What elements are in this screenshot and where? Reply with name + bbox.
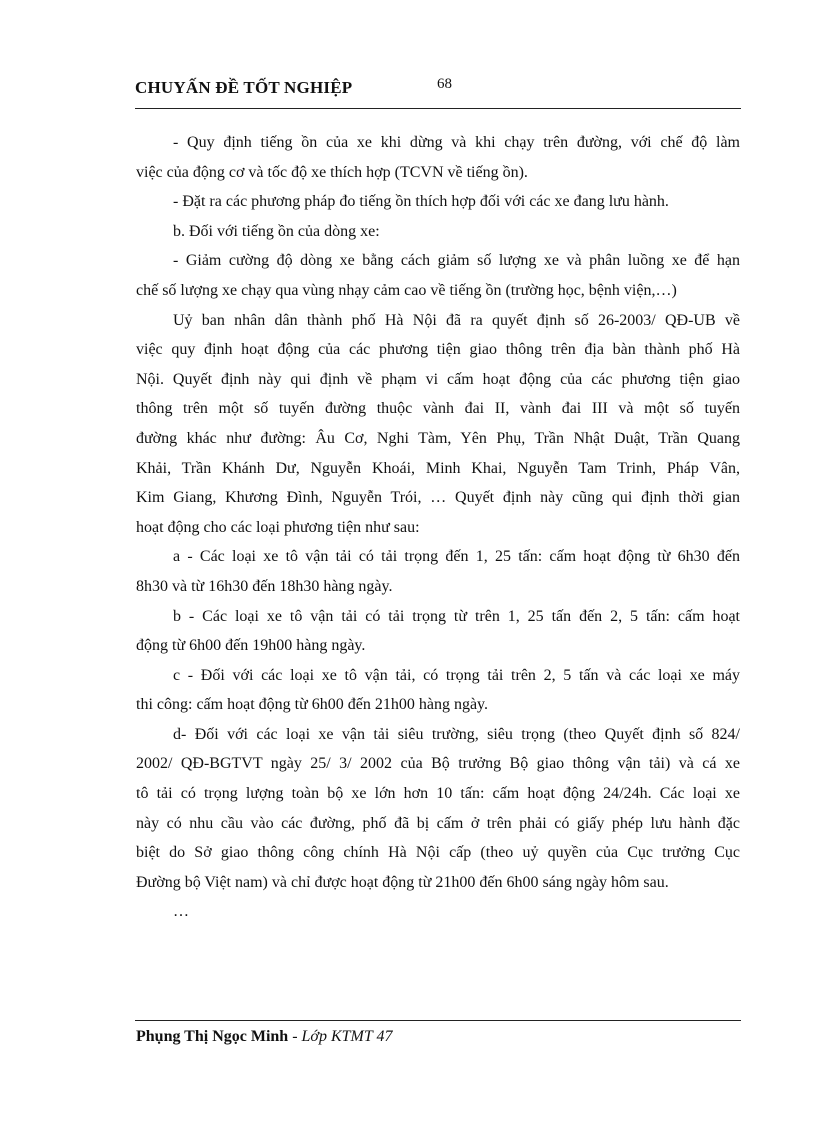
text-line: - Đặt ra các phương pháp đo tiếng ồn thích hợp đối với các xe đang lưu hành. [173,193,669,211]
text-line: động từ 6h00 đến 19h00 hàng ngày. [136,637,366,655]
text-line: tô tải có trọng lượng toàn bộ xe lớn hơn 10 tấn: cấm hoạt động 24/24h. Các loại xe [136,785,740,803]
text-line: - Quy định tiếng ồn của xe khi dừng và khi chạy trên đường, với chế độ làm [173,134,740,151]
text-line: Kim Giang, Khương Đình, Nguyễn Trói, … Quyết định này cũng qui định thời gian [136,489,740,507]
text-line: Uỷ ban nhân dân thành phố Hà Nội đã ra quyết định số 26-2003/ QĐ-UB về [173,311,740,329]
text-line: thi công: cấm hoạt động từ 6h00 đến 21h00 hàng ngày. [136,696,489,714]
text-line: việc quy định hoạt động của các phương tiện giao thông trên địa bàn thành phố Hà [136,341,740,359]
text-line: … [173,903,189,921]
text-line: b. Đối với tiếng ồn của dòng xe: [173,222,380,240]
text-line: thông trên một số tuyến đường thuộc vành đai II, vành đai III và một số tuyến [136,400,740,418]
class-label: Lớp KTMT 47 [301,1028,393,1045]
text-line: c - Đối với các loại xe tô vận tải, có trọng tải trên 2, 5 tấn và các loại xe máy [173,666,740,684]
footer-separator: - [288,1028,302,1045]
text-line: chế số lượng xe chạy qua vùng nhạy cảm cao về tiếng ồn (trường học, bệnh viện,…) [136,281,677,299]
text-line: a - Các loại xe tô vận tải có tải trọng đến 1, 25 tấn: cấm hoạt động từ 6h30 đến [173,548,740,566]
page-footer [135,1020,741,1045]
text-line: Khải, Trần Khánh Dư, Nguyễn Khoái, Minh Khai, Nguyễn Tam Trinh, Pháp Vân, [136,459,740,477]
text-line: - Giảm cường độ dòng xe bằng cách giảm số lượng xe và phân luồng xe để hạn [173,252,740,270]
author-name: Phụng Thị Ngọc Minh [136,1028,289,1045]
text-line: Nội. Quyết định này qui định về phạm vi cấm hoạt động của các phương tiện giao [136,370,740,388]
text-line: biệt do Sở giao thông công chính Hà Nội cấp (theo uỷ quyền của Cục trưởng Cục [136,844,740,862]
text-line: việc của động cơ và tốc độ xe thích hợp (TCVN về tiếng ồn). [136,163,528,181]
footer-text [136,1028,392,1046]
header-title: CHUYẤN ĐỀ TỐT NGHIỆP [135,78,353,97]
text-line: d- Đối với các loại xe vận tải siêu trường, siêu trọng (theo Quyết định số 824/ [173,725,740,743]
body-text [136,128,740,927]
text-line: 2002/ QĐ-BGTVT ngày 25/ 3/ 2002 của Bộ trưởng Bộ giao thông vận tải) và cá xe [136,755,740,773]
page-number: 68 [437,76,452,92]
text-line: b - Các loại xe tô vận tải có tải trọng từ trên 1, 25 tấn đến 2, 5 tấn: cấm hoạt [173,607,740,625]
text-line: 8h30 và từ 16h30 đến 18h30 hàng ngày. [136,577,393,595]
text-line: hoạt động cho các loại phương tiện như sau: [136,518,420,536]
text-line: này có nhu cầu vào các đường, phố đã bị cấm ở trên phải có giấy phép lưu hành đặc [136,814,740,832]
page-header [135,74,741,109]
text-line: Đường bộ Việt nam) và chỉ được hoạt động từ 21h00 đến 6h00 sáng ngày hôm sau. [136,873,669,891]
text-line: đường khác như đường: Âu Cơ, Nghi Tàm, Yên Phụ, Trần Nhật Duật, Trần Quang [136,429,740,447]
